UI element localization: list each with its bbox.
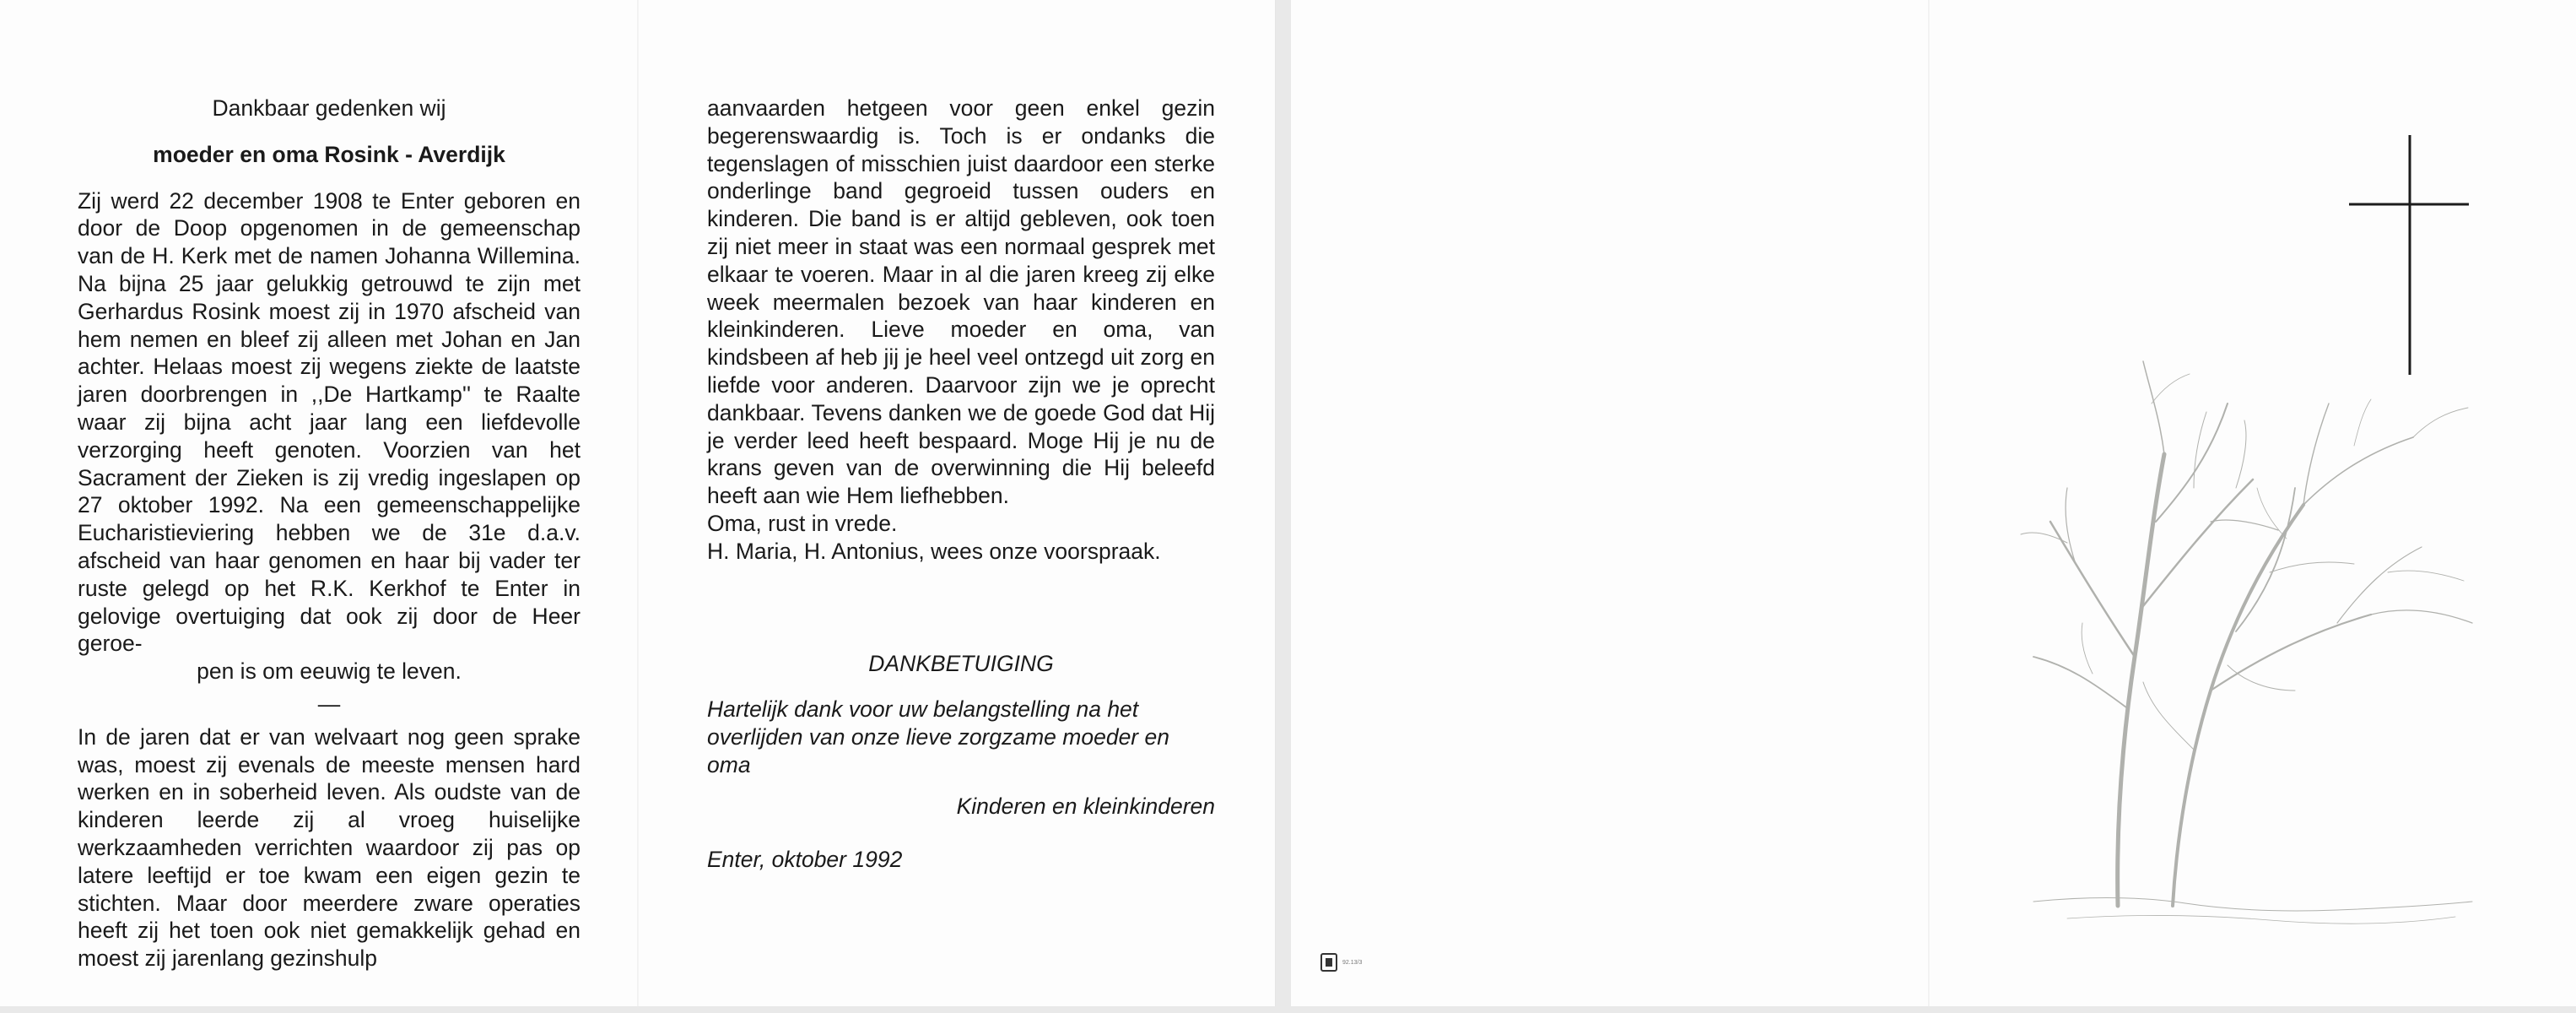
cross-icon [2346, 133, 2472, 378]
printer-logo-icon [1320, 953, 1337, 972]
closing-signature: Kinderen en kleinkinderen [956, 793, 1215, 819]
section-divider: — [317, 691, 341, 717]
card-fold [1928, 0, 1930, 1006]
thanks-title: DANKBETUIGING [868, 650, 1054, 676]
closing-place-date: Enter, oktober 1992 [707, 846, 903, 872]
printer-code: 92.13/3 [1342, 959, 1363, 966]
bare-trees-illustration [2017, 353, 2489, 944]
left-text-panel [78, 95, 581, 972]
middle-text-panel [707, 95, 1215, 873]
printer-mark [1320, 950, 1439, 975]
prayer-line: H. Maria, H. Antonius, wees onze voorspraak. [707, 538, 1161, 564]
rest-in-peace-line: Oma, rust in vrede. [707, 510, 898, 536]
deceased-name: moeder en oma Rosink - Averdijk [153, 141, 505, 167]
biography-paragraph-2: In de jaren dat er van welvaart nog geen sprake was, moest zij evenals de meeste mensen hard werken en in soberheid leven. Als oudste van de kinderen leerde zij al vroeg huiselijke werkzaamheden verrichten waardoor zij pas op latere leeftijd er toe kwam een eigen gezin te stichten. Maar door meerdere zware operaties heeft zij het toen ook niet gemakkelijk gehad en moest zij jarenlang gezinshulp [78, 723, 581, 972]
biography-paragraph-1: Zij werd 22 december 1908 te Enter geboren en door de Doop opgenomen in de gemeenschap van de H. Kerk met de namen Johanna Willemina. Na bijna 25 jaar gelukkig getrouwd te zijn met Gerhardus Rosink moest zij in 1970 afscheid van hem nemen en bleef zij alleen met Johan en Jan achter. Helaas moest zij wegens ziekte de laatste jaren doorbrengen in ,,De Hartkamp'' te Raalte waar zij bijna acht jaar lang een liefdevolle verzorging heeft genoten. Voorzien van het Sacrament der Zieken is zij vredig ingeslapen op 27 oktober 1992. Na een gemeenschappelijke Eucharistieviering hebben we de 31e d.a.v. afscheid van haar genomen en haar bij vader ter ruste gelegd op het R.K. Kerkhof te Enter in gelovige overtuiging dat ook zij door de Heer geroe- [78, 187, 581, 657]
biography-paragraph-1-end: pen is om eeuwig te leven. [197, 658, 462, 685]
memorial-heading: Dankbaar gedenken wij [212, 95, 446, 121]
biography-continued: aanvaarden hetgeen voor geen enkel gezin begerenswaardig is. Toch is er ondanks die tegenslagen of misschien juist daardoor een sterke onderlinge band gegroeid tussen ouders en kinderen. Die band is er altijd gebleven, ook toen zij niet meer in staat was een normaal gesprek met elkaar te voeren. Maar in al die jaren kreeg zij elke week meermalen bezoek van haar kinderen en kleinkinderen. Lieve moeder en oma, van kindsbeen af heb jij je heel veel ontzegd uit zorg en liefde voor anderen. Daarvoor zijn we je oprecht dankbaar. Tevens danken we de goede God dat Hij je verder leed heeft bespaard. Moge Hij je nu de krans geven van de overwinning die Hij beleefd heeft aan wie Hem liefhebben. [707, 95, 1215, 509]
thanks-text: Hartelijk dank voor uw belangstelling na het overlijden van onze lieve zorgzame moeder en oma [707, 696, 1169, 777]
card-fold [637, 0, 639, 1006]
